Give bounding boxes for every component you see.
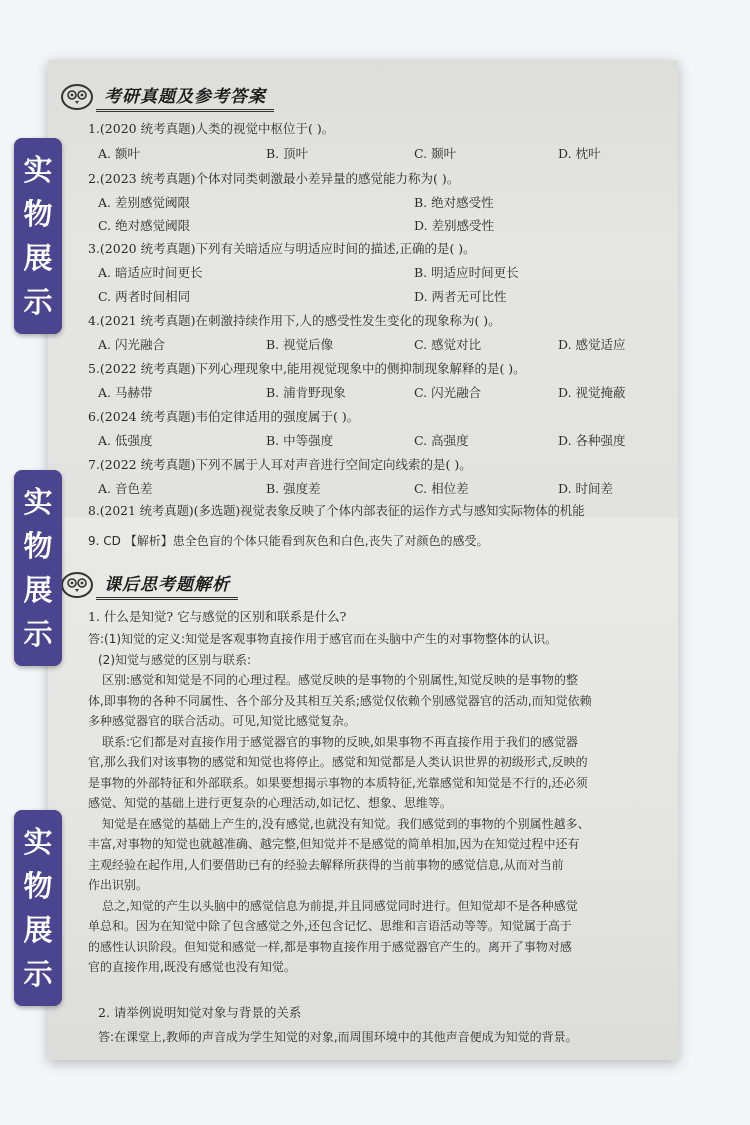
question-7-option-a: A. 音色差	[98, 481, 153, 496]
label-char: 实	[23, 825, 53, 859]
answer-1-line: 知觉是在感觉的基础上产生的,没有感觉,也就没有知觉。我们感觉到的事物的个别属性越多、	[102, 816, 590, 831]
question-2-option-c: C. 绝对感觉阈限	[98, 218, 191, 233]
question-1-option-b: B. 顶叶	[266, 146, 309, 161]
question-3-stem: 3.(2020 统考真题)下列有关暗适应与明适应时间的描述,正确的是( )。	[88, 241, 476, 256]
product-photo-label	[14, 810, 62, 1006]
question-6-option-b: B. 中等强度	[266, 433, 334, 448]
question-4-option-a: A. 闪光融合	[98, 337, 165, 352]
question-6-stem: 6.(2024 统考真题)韦伯定律适用的强度属于( )。	[88, 409, 360, 424]
answer-1-line: 区别:感觉和知觉是不同的心理过程。感觉反映的是事物的个别属性,知觉反映的是事物的整	[102, 673, 578, 687]
book-page-photo	[48, 60, 678, 1060]
answer-1-line: 答:(1)知觉的定义:知觉是客观事物直接作用于感官而在头脑中产生的对事物整体的认识。	[88, 632, 558, 646]
question-1-option-a: A. 额叶	[98, 146, 140, 161]
question-6-option-a: A. 低强度	[98, 433, 153, 448]
analysis-line: 9. CD 【解析】患全色盲的个体只能看到灰色和白色,丧失了对颜色的感受。	[88, 534, 489, 548]
question-7-option-b: B. 强度差	[266, 481, 321, 496]
answer-1-line: 感觉、知觉的基础上进行更复杂的心理活动,如记忆、想象、思维等。	[88, 796, 452, 810]
after-class-question-1: 1. 什么是知觉? 它与感觉的区别和联系是什么?	[88, 609, 347, 624]
label-char: 展	[23, 913, 53, 947]
question-3-option-a: A. 暗适应时间更长	[98, 265, 203, 280]
question-2-option-a: A. 差别感觉阈限	[98, 195, 190, 210]
question-1-option-d: D. 枕叶	[558, 146, 601, 161]
answer-1-line: 联系:它们都是对直接作用于感觉器官的事物的反映,如果事物不再直接作用于我们的感觉器	[102, 734, 578, 749]
question-7-stem: 7.(2022 统考真题)下列不属于人耳对声音进行空间定向线索的是( )。	[88, 457, 472, 472]
question-1-option-c: C. 颞叶	[414, 146, 457, 161]
question-8-stem: 8.(2021 统考真题)(多选题)视觉表象反映了个体内部表征的运作方式与感知实际物体的机能	[88, 504, 585, 518]
label-char: 示	[23, 617, 53, 651]
answer-1-line: 的感性认识阶段。但知觉和感觉一样,都是事物直接作用于感觉器官产生的。离开了事物对感	[88, 939, 572, 954]
question-3-option-d: D. 两者无可比性	[414, 289, 507, 304]
answer-1-line: 单总和。因为在知觉中除了包含感觉之外,还包含记忆、思维和言语活动等等。知觉属于高于	[88, 919, 572, 933]
exam-section-title: 考研真题及参考答案	[96, 80, 274, 112]
owl-logo-icon	[58, 569, 96, 599]
product-photo-label	[14, 138, 62, 334]
question-4-stem: 4.(2021 统考真题)在刺激持续作用下,人的感受性发生变化的现象称为( )。	[88, 313, 501, 328]
question-6-option-d: D. 各种强度	[558, 433, 626, 448]
label-char: 展	[23, 573, 53, 607]
question-6-option-c: C. 高强度	[414, 433, 469, 448]
answer-1-line: 主观经验在起作用,人们要借助已有的经验去解释所获得的当前事物的感觉信息,从而对当前	[88, 857, 564, 872]
label-char: 物	[23, 869, 53, 903]
question-5-option-b: B. 浦肯野现象	[266, 385, 346, 400]
owl-logo-icon	[58, 81, 96, 111]
answer-1-line: 多种感觉器官的联合活动。可见,知觉比感觉复杂。	[88, 714, 356, 728]
question-7-option-d: D. 时间差	[558, 481, 614, 496]
label-char: 示	[23, 285, 53, 319]
product-photo-label	[14, 470, 62, 666]
label-char: 物	[23, 529, 53, 563]
answer-1-line: 是事物的外部特征和外部联系。如果要想揭示事物的本质特征,光靠感觉和知觉是不行的,还必须	[88, 775, 588, 790]
question-3-option-b: B. 明适应时间更长	[414, 265, 519, 280]
answer-1-line: 总之,知觉的产生以头脑中的感觉信息为前提,并且同感觉同时进行。但知觉却不是各种感觉	[102, 898, 578, 913]
question-5-option-c: C. 闪光融合	[414, 385, 482, 400]
after-class-section-title: 课后思考题解析	[96, 568, 238, 600]
answer-1-line: 体,即事物的各种不同属性、各个部分及其相互关系;感觉仅依赖个别感觉器官的活动,而知觉依赖	[88, 693, 592, 708]
after-class-section-header	[58, 568, 238, 600]
question-5-stem: 5.(2022 统考真题)下列心理现象中,能用视觉现象中的侧抑制现象解释的是( )。	[88, 361, 526, 376]
answer-1-line: 作出识别。	[88, 878, 149, 892]
question-1-stem: 1.(2020 统考真题)人类的视觉中枢位于( )。	[88, 121, 335, 136]
label-char: 物	[23, 197, 53, 231]
answer-1-body	[88, 629, 673, 978]
question-5-option-d: D. 视觉掩蔽	[558, 385, 626, 400]
answer-1-line: (2)知觉与感觉的区别与联系:	[98, 652, 252, 667]
question-7-option-c: C. 相位差	[414, 481, 469, 496]
label-char: 实	[23, 153, 53, 187]
after-class-question-2: 2. 请举例说明知觉对象与背景的关系	[98, 1005, 302, 1020]
question-2-stem: 2.(2023 统考真题)个体对同类刺激最小差异量的感觉能力称为( )。	[88, 171, 460, 186]
question-4-option-b: B. 视觉后像	[266, 337, 334, 352]
question-4-option-d: D. 感觉适应	[558, 337, 626, 352]
label-char: 示	[23, 957, 53, 991]
question-5-option-a: A. 马赫带	[98, 385, 153, 400]
question-2-option-d: D. 差别感受性	[414, 218, 495, 233]
answer-1-line: 丰富,对事物的知觉也就越准确、越完整,但知觉并不是感觉的简单相加,因为在知觉过程中还有	[88, 837, 580, 851]
label-char: 实	[23, 485, 53, 519]
answer-2: 答:在课堂上,教师的声音成为学生知觉的对象,而周围环境中的其他声音便成为知觉的背景。	[98, 1030, 578, 1044]
question-3-option-c: C. 两者时间相同	[98, 289, 191, 304]
answer-1-line: 官的直接作用,既没有感觉也没有知觉。	[88, 960, 296, 974]
exam-section-header	[58, 80, 274, 112]
question-2-option-b: B. 绝对感受性	[414, 195, 494, 210]
label-char: 展	[23, 241, 53, 275]
answer-1-line: 官,那么我们对该事物的感觉和知觉也将停止。感觉和知觉都是人类认识世界的初级形式,反映的	[88, 755, 588, 769]
question-4-option-c: C. 感觉对比	[414, 337, 482, 352]
